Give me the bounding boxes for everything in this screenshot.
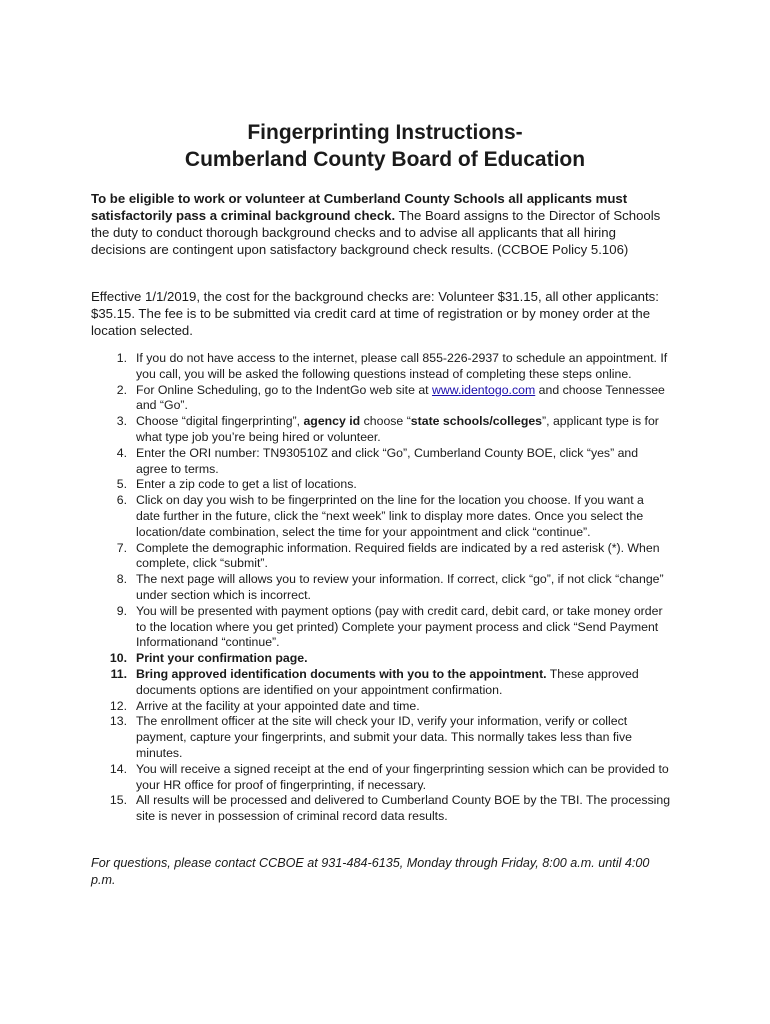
title-line-2: Cumberland County Board of Education — [184, 148, 586, 171]
list-item — [91, 714, 671, 761]
step-text: Click on day you wish to be fingerprinted on the line for the location you choose. If you want a date further in the future, click the “next week” link to display more dates. Once you select the location/date combination, select the time for your appointment and click “continue”. — [136, 493, 644, 539]
step-number: 5. — [116, 477, 127, 492]
step-number: 9. — [116, 603, 127, 618]
step-number: 12. — [109, 698, 127, 713]
step-bold-text: Bring approved identification documents with you to the appointment. — [136, 666, 547, 681]
contact-note: For questions, please contact CCBOE at 931-484-6135, Monday through Friday, 8:00 a.m. until 4:00 p.m. — [91, 856, 650, 887]
list-item — [91, 477, 671, 493]
step-bold-text: agency id — [303, 414, 361, 429]
intro-paragraph — [91, 190, 671, 258]
step-number: 11. — [110, 666, 127, 681]
step-number: 6. — [116, 493, 127, 508]
step-number: 7. — [116, 540, 127, 555]
list-item — [91, 446, 671, 478]
intro-text: The Board assigns to the Director of Schools the duty to conduct thorough background checks and to advise all applicants that all hiring decisions are contingent upon satisfactory background check results. (CCBOE Policy 5.106) — [91, 208, 661, 257]
step-number: 2. — [116, 382, 127, 397]
step-text: If you do not have access to the internet, please call 855-226-2937 to schedule an appointment. If you call, you will be asked the following questions instead of completing these steps online. — [136, 351, 668, 381]
list-item — [91, 572, 671, 604]
cost-paragraph: Effective 1/1/2019, the cost for the background checks are: Volunteer $31.15, all other applicants: $35.15. The fee is to be submitted via credit card at time of registration or by money order at the location selected. — [91, 289, 659, 338]
list-item — [91, 414, 671, 446]
step-text: Complete the demographic information. Required fields are indicated by a red asterisk (*). When complete, click “submit”. — [136, 540, 660, 571]
step-number: 1. — [116, 351, 127, 365]
step-text: The enrollment officer at the site will check your ID, verify your information, verify or collect payment, capture your fingerprints, and submit your data. This normally takes less than five minutes. — [136, 714, 632, 760]
step-number: 3. — [116, 414, 127, 429]
identogo-link[interactable]: www.identogo.com — [432, 382, 536, 397]
list-item — [91, 699, 671, 715]
list-item — [91, 604, 671, 651]
step-text: All results will be processed and delivered to Cumberland County BOE by the TBI. The processing site is never in possession of criminal record data results. — [136, 793, 671, 824]
step-bold-text: Print your confirmation page. — [136, 651, 308, 666]
list-item — [91, 351, 671, 383]
step-number: 15. — [109, 793, 127, 808]
step-text: The next page will allows you to review your information. If correct, click “go”, if not click “change” under section which is incorrect. — [136, 572, 664, 602]
step-text: ”, applicant type is for what type job you’re being hired or volunteer. — [136, 414, 659, 444]
list-item — [91, 541, 671, 573]
step-text: For Online Scheduling, go to the IndentGo web site at — [136, 382, 432, 397]
step-text: choose “ — [360, 414, 411, 429]
step-number: 14. — [109, 761, 127, 776]
step-number: 13. — [109, 714, 127, 729]
step-text: Arrive at the facility at your appointed date and time. — [136, 698, 420, 713]
step-text: Choose “digital fingerprinting”, — [136, 414, 304, 429]
list-item — [91, 667, 671, 699]
step-text: Enter a zip code to get a list of locations. — [136, 477, 357, 492]
title-line-1: Fingerprinting Instructions- — [247, 121, 523, 144]
document-title — [0, 119, 770, 173]
step-text: and choose Tennessee and “Go”. — [136, 382, 665, 413]
list-item — [91, 493, 671, 540]
list-item — [91, 793, 671, 825]
intro-bold-text: To be eligible to work or volunteer at Cumberland County Schools all applicants must satisfactorily pass a criminal background check. — [91, 191, 628, 223]
step-bold-text: state schools/colleges — [410, 414, 543, 429]
list-item — [91, 762, 671, 794]
step-number: 10. — [109, 651, 127, 666]
instruction-steps-list — [91, 351, 671, 825]
step-number: 8. — [116, 572, 127, 587]
step-text: You will receive a signed receipt at the end of your fingerprinting session which can be provided to your HR office for proof of fingerprinting, if necessary. — [136, 761, 669, 792]
step-text: You will be presented with payment options (pay with credit card, debit card, or take money order to the location where you get printed) Complete your payment process and click “Send Payment Informationand “continue”. — [136, 603, 663, 650]
list-item — [91, 383, 671, 415]
list-item — [91, 651, 671, 667]
step-text: These approved documents options are identified on your appointment confirmation. — [136, 666, 639, 697]
step-text: Enter the ORI number: TN930510Z and click “Go”, Cumberland County BOE, click “yes” and agree to terms. — [136, 445, 639, 476]
step-number: 4. — [116, 445, 127, 460]
